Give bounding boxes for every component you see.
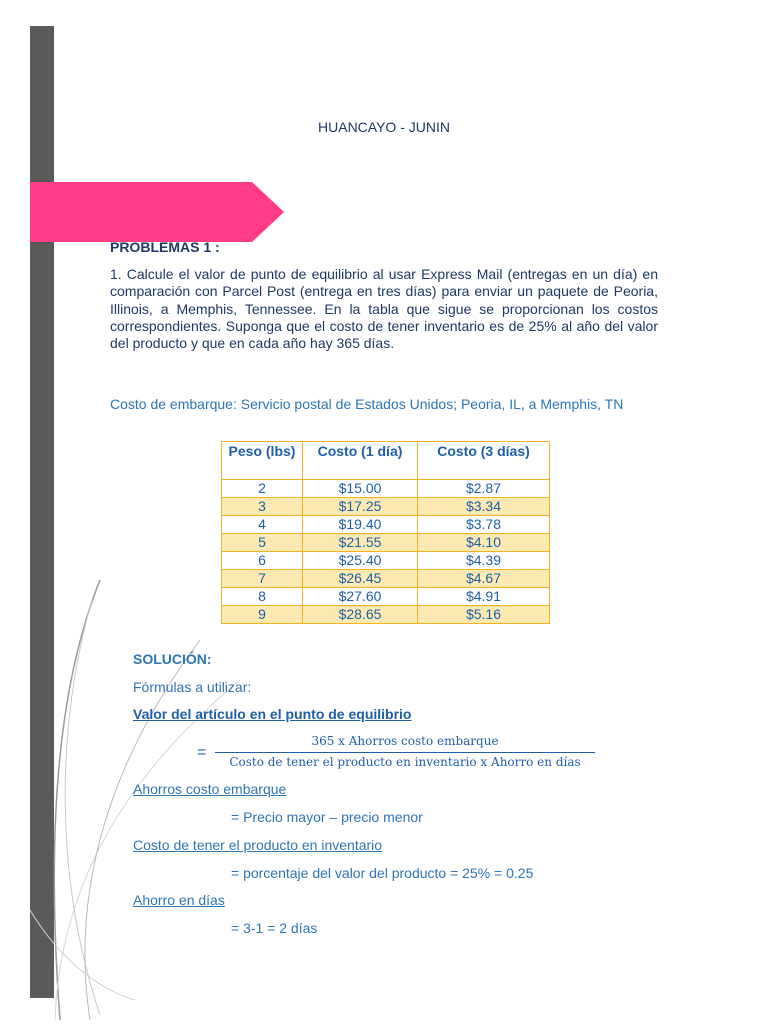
cell-cost-1: $15.00	[303, 480, 418, 498]
cell-cost-3: $5.16	[418, 606, 550, 624]
label-shipping-savings: Ahorros costo embarque	[133, 781, 287, 797]
cell-weight: 2	[222, 480, 303, 498]
cell-weight: 9	[222, 606, 303, 624]
fraction-numerator: 365 x Ahorros costo embarque	[311, 734, 499, 748]
cell-weight: 8	[222, 588, 303, 606]
cell-cost-1: $26.45	[303, 570, 418, 588]
cell-weight: 6	[222, 552, 303, 570]
cell-cost-3: $4.67	[418, 570, 550, 588]
table-row	[222, 480, 550, 498]
problem-title: PROBLEMAS 1 :	[110, 239, 220, 255]
table-row	[222, 534, 550, 552]
value-shipping-savings: = Precio mayor – precio menor	[231, 809, 423, 825]
cell-weight: 7	[222, 570, 303, 588]
cell-cost-1: $21.55	[303, 534, 418, 552]
table-row	[222, 552, 550, 570]
label-inventory-cost: Costo de tener el producto en inventario	[133, 837, 383, 853]
solution-title: SOLUCIÓN:	[133, 651, 212, 667]
table-header-row	[222, 442, 550, 480]
formula-title: Valor del artículo en el punto de equilibrio	[133, 706, 412, 722]
cell-cost-3: $3.34	[418, 498, 550, 516]
cell-weight: 5	[222, 534, 303, 552]
cell-cost-3: $4.39	[418, 552, 550, 570]
table-row	[222, 588, 550, 606]
cost-caption: Costo de embarque: Servicio postal de Estados Unidos; Peoria, IL, a Memphis, TN	[110, 396, 624, 412]
header-cost-3-days: Costo (3 días)	[418, 442, 550, 480]
cell-cost-1: $28.65	[303, 606, 418, 624]
page-header: HUANCAYO - JUNIN	[318, 119, 450, 135]
table-row	[222, 570, 550, 588]
fraction-denominator: Costo de tener el producto en inventario x Ahorro en días	[229, 755, 581, 769]
cell-cost-3: $4.10	[418, 534, 550, 552]
cell-cost-1: $17.25	[303, 498, 418, 516]
pink-banner-arrow	[30, 182, 284, 242]
value-days-savings: = 3-1 = 2 días	[231, 920, 318, 936]
cell-weight: 4	[222, 516, 303, 534]
cell-cost-3: $4.91	[418, 588, 550, 606]
formulas-intro: Fórmulas a utilizar:	[133, 679, 252, 695]
cell-cost-1: $27.60	[303, 588, 418, 606]
table-row	[222, 516, 550, 534]
cost-table	[221, 441, 550, 624]
cell-cost-3: $3.78	[418, 516, 550, 534]
label-days-savings: Ahorro en días	[133, 892, 225, 908]
table-row	[222, 498, 550, 516]
value-inventory-cost: = porcentaje del valor del producto = 25% = 0.25	[231, 865, 534, 881]
cell-cost-1: $19.40	[303, 516, 418, 534]
equals-sign: =	[197, 744, 207, 761]
fraction-bar	[215, 752, 595, 753]
cell-cost-3: $2.87	[418, 480, 550, 498]
header-cost-1-day: Costo (1 día)	[303, 442, 418, 480]
cell-cost-1: $25.40	[303, 552, 418, 570]
problem-text: 1. Calcule el valor de punto de equilibrio al usar Express Mail (entregas en un día) en comparación con Parcel Post (entrega en tres días) para enviar un paquete de Peoria, Illinois, a Memphis, Tennessee. En la tabla que sigue se proporcionan los costos correspondientes. Suponga que el costo de tener inventario es de 25% al año del valor del producto y que en cada año hay 365 días.	[110, 266, 658, 352]
table-row	[222, 606, 550, 624]
cell-weight: 3	[222, 498, 303, 516]
header-weight: Peso (lbs)	[222, 442, 303, 480]
